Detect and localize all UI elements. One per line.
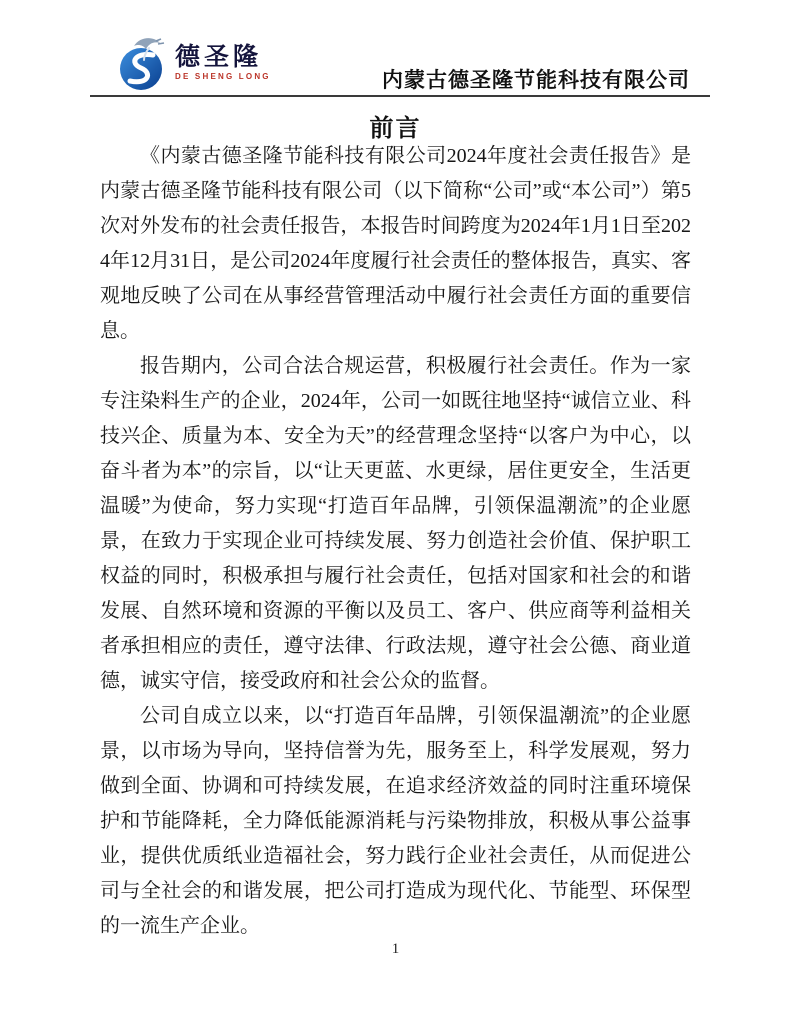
header-divider — [90, 95, 710, 97]
logo-name-english: DE SHENG LONG — [175, 72, 271, 81]
paragraph-2: 报告期内，公司合法合规运营，积极履行社会责任。作为一家专注染料生产的企业，2024年，公司一如既往地坚持“诚信立业、科技兴企、质量为本、安全为天”的经营理念坚持“以客户为中心，以奋斗者为本”的宗旨，以“让天更蓝、水更绿，居住更安全，生活更温暖”为使命，努力实现“打造百年品牌，引领保温潮流”的企业愿景，在致力于实现企业可持续发展、努力创造社会价值、保护职工权益的同时，积极承担与履行社会责任，包括对国家和社会的和谐发展、自然环境和资源的平衡以及员工、客户、供应商等利益相关者承担相应的责任，遵守法律、行政法规，遵守社会公德、商业道德，诚实守信，接受政府和社会公众的监督。 — [100, 355, 691, 692]
company-name-header: 内蒙古德圣隆节能科技有限公司 — [382, 68, 690, 92]
dragon-logo-icon — [116, 34, 170, 92]
paragraph-1: 《内蒙古德圣隆节能科技有限公司2024年度社会责任报告》是内蒙古德圣隆节能科技有限公司（以下简称“公司”或“本公司”）第5次对外发布的社会责任报告，本报告时间跨度为2024年1月1日至2024年12月31日，是公司2024年度履行社会责任的整体报告，真实、客观地反映了公司在从事经营管理活动中履行社会责任方面的重要信息。 — [100, 145, 691, 342]
page-number: 1 — [391, 941, 400, 957]
company-logo — [116, 34, 271, 92]
page-title: 前言 — [369, 116, 422, 142]
paragraph-3: 公司自成立以来，以“打造百年品牌，引领保温潮流”的企业愿景，以市场为导向，坚持信誉为先，服务至上，科学发展观，努力做到全面、协调和可持续发展，在追求经济效益的同时注重环境保护和节能降耗，全力降低能源消耗与污染物排放，积极从事公益事业，提供优质纸业造福社会，努力践行企业社会责任，从而促进公司与全社会的和谐发展，把公司打造成为现代化、节能型、环保型的一流生产企业。 — [100, 705, 691, 937]
body-text — [100, 139, 691, 944]
logo-name-chinese: 德圣隆 — [175, 43, 263, 71]
logo-text — [175, 45, 271, 81]
